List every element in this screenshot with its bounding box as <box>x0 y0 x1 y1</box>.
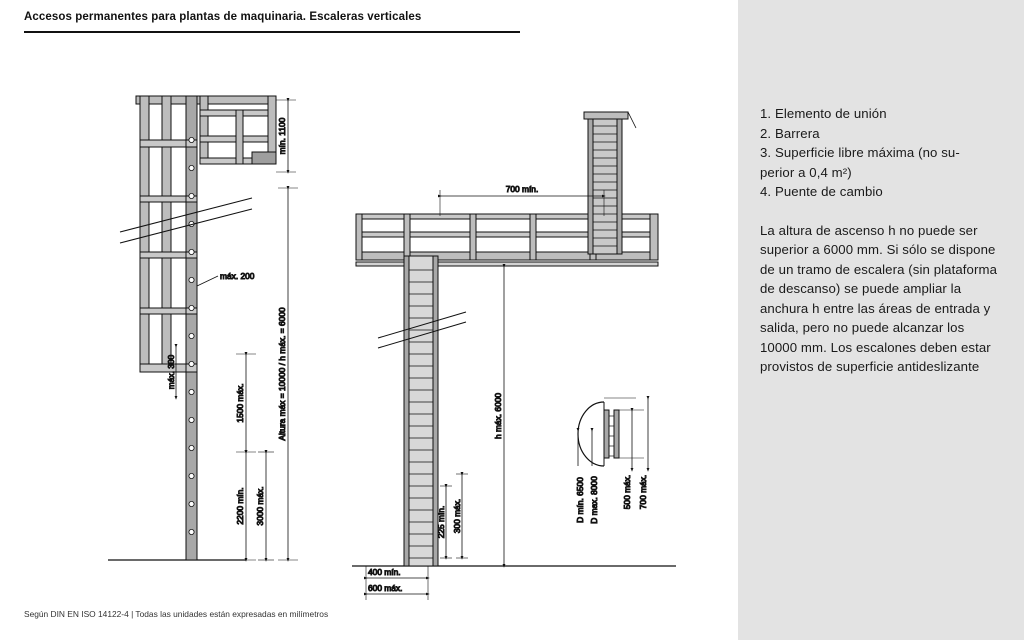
legend-item-3: 3. Superficie libre máxima (no su- <box>760 145 960 160</box>
notes-block <box>760 104 1000 377</box>
svg-text:500 máx.: 500 máx. <box>622 474 632 510</box>
svg-text:700 máx.: 700 máx. <box>638 474 648 510</box>
svg-text:300 máx.: 300 máx. <box>452 498 462 534</box>
svg-text:h máx. 6000: h máx. 6000 <box>493 392 503 440</box>
svg-text:400 mín.: 400 mín. <box>368 567 401 577</box>
cage-plan-detail <box>575 398 648 524</box>
left-elevation <box>108 96 298 560</box>
svg-text:D mín. 6500: D mín. 6500 <box>575 477 585 523</box>
svg-text:Altura máx = 10000 / h máx. =: Altura máx = 10000 / h máx. = 6000 <box>277 307 287 441</box>
svg-text:D max. 8000: D max. 8000 <box>589 476 599 524</box>
legend-item-2: 2. Barrera <box>760 125 820 141</box>
svg-text:225 mín.: 225 mín. <box>436 505 446 539</box>
legend-item-1: 1. Elemento de unión <box>760 106 887 121</box>
svg-text:600 máx.: 600 máx. <box>368 583 403 593</box>
svg-text:máx. 200: máx. 200 <box>220 271 255 281</box>
legend-item-3-cont: perior a 0,4 m²) <box>760 164 852 180</box>
page-title: Accesos permanentes para plantas de maquinaria. Escaleras verticales <box>24 11 422 23</box>
svg-text:mín. 1100: mín. 1100 <box>277 117 287 155</box>
svg-text:700 mín.: 700 mín. <box>505 184 539 194</box>
svg-text:3000 máx.: 3000 máx. <box>255 486 265 526</box>
svg-text:máx. 300: máx. 300 <box>166 354 176 390</box>
footer-note: Según DIN EN ISO 14122-4 | Todas las unidades están expresadas en milímetros <box>24 609 329 619</box>
note-paragraph: La altura de ascenso h no puede ser superior a 6000 mm. Si sólo se dispone de un tramo de escalera (sin plataforma de descanso) se puede ampliar la anchura h entre las áreas de entrada y salida, pero no puede alcanzar los 10000 mm. Los escalones deben estar provistos de superficie antideslizante <box>760 222 997 374</box>
legend-item-4: 4. Puente de cambio <box>760 184 883 199</box>
right-elevation <box>352 112 676 600</box>
svg-text:1500 máx.: 1500 máx. <box>235 383 245 423</box>
svg-text:2200 mín.: 2200 mín. <box>235 487 245 525</box>
